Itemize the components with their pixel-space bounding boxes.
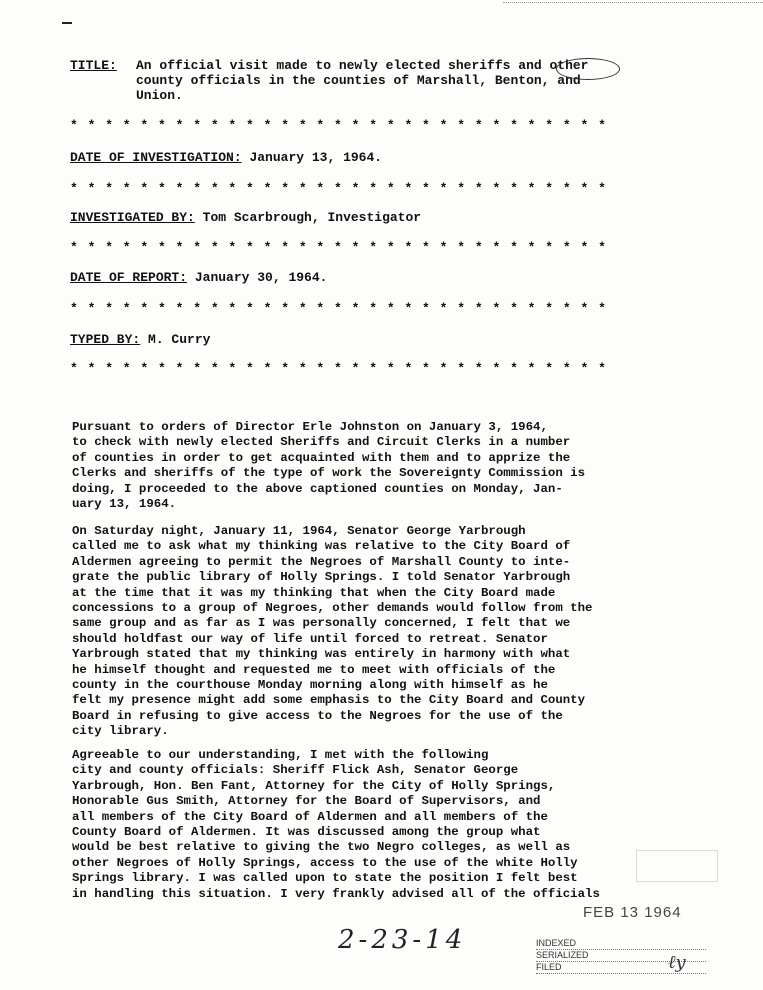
date-investigation-field bbox=[70, 150, 382, 165]
date-investigation-label: DATE OF INVESTIGATION: bbox=[70, 150, 242, 165]
filed-row: FILED bbox=[536, 962, 706, 974]
title-value: An official visit made to newly elected sheriffs and other county officials in the counties of Marshall, Benton, and Union. bbox=[136, 58, 589, 103]
separator-2: * * * * * * * * * * * * * * * * * * * * * * * * * * * * * * * bbox=[70, 181, 607, 196]
separator-1: * * * * * * * * * * * * * * * * * * * * * * * * * * * * * * * bbox=[70, 118, 607, 133]
paragraph-2: On Saturday night, January 11, 1964, Senator George Yarbrough called me to ask what my thinking was relative to the City Board of Aldermen agreeing to permit the Negroes of Marshall County to inte- grate the public library of Holly Springs. I told Senator Yarbrough at the time that it was my thinking that when the City Board made concessions to a group of Negroes, other demands would follow from the same group and as far as I was personally concerned, I felt that we should holdfast our way of life until forced to retreat. Senator Yarbrough stated that my thinking was entirely in harmony with what he himself thought and requested me to meet with officials of the county in the courthouse Monday morning along with himself as he felt my presence might add some emphasis to the City Board and County Board in refusing to give access to the Negroes for the use of the city library. bbox=[72, 524, 593, 739]
typed-by-field bbox=[70, 332, 210, 347]
date-report-label: DATE OF REPORT: bbox=[70, 270, 188, 285]
typed-by-label: TYPED BY: bbox=[70, 332, 141, 347]
indexed-row: INDEXED bbox=[536, 938, 706, 950]
received-date-stamp: FEB 13 1964 bbox=[583, 904, 682, 921]
investigated-by-field bbox=[70, 210, 421, 225]
filing-stamp bbox=[536, 938, 716, 986]
top-rule bbox=[503, 2, 763, 3]
paragraph-3: Agreeable to our understanding, I met with the following city and county officials: Sheriff Flick Ash, Senator George Yarbrough, Hon. Ben Fant, Attorney for the City of Holly Springs, Honorable Gus Smith, Attorney for the Board of Supervisors, and all members of the City Board of Aldermen and all members of the County Board of Aldermen. It was discussed among the group what would be best relative to giving the two Negro colleges, as well as other Negroes of Holly Springs, access to the use of the white Holly Springs library. I was called upon to state the position I felt best in handling this situation. I very frankly advised all of the officials bbox=[72, 748, 600, 901]
top-dash-mark bbox=[62, 22, 72, 24]
date-report-value: January 30, 1964. bbox=[194, 270, 328, 285]
investigated-by-value: Tom Scarbrough, Investigator bbox=[202, 210, 422, 225]
separator-3: * * * * * * * * * * * * * * * * * * * * * * * * * * * * * * * bbox=[70, 240, 607, 255]
typed-by-value: M. Curry bbox=[148, 332, 211, 347]
date-investigation-value: January 13, 1964. bbox=[249, 150, 383, 165]
serialized-row: SERIALIZED bbox=[536, 950, 706, 962]
separator-4: * * * * * * * * * * * * * * * * * * * * * * * * * * * * * * * bbox=[70, 301, 607, 316]
handwritten-file-number: 2-23-14 bbox=[338, 925, 467, 955]
title-label: TITLE: bbox=[70, 58, 117, 73]
paragraph-1: Pursuant to orders of Director Erle Johnston on January 3, 1964, to check with newly elected Sheriffs and Circuit Clerks in a number of counties in order to get acquainted with them and to apprize the Clerks and sheriffs of the type of work the Sovereignty Commission is doing, I proceeded to the above captioned counties on Monday, Jan- uary 13, 1964. bbox=[72, 420, 586, 512]
separator-5: * * * * * * * * * * * * * * * * * * * * * * * * * * * * * * * bbox=[70, 361, 607, 376]
investigated-by-label: INVESTIGATED BY: bbox=[70, 210, 195, 225]
faded-stamp-box bbox=[636, 850, 718, 882]
benton-circle-mark bbox=[556, 58, 620, 80]
handwritten-initials: ℓy bbox=[668, 952, 686, 973]
date-report-field bbox=[70, 270, 327, 285]
